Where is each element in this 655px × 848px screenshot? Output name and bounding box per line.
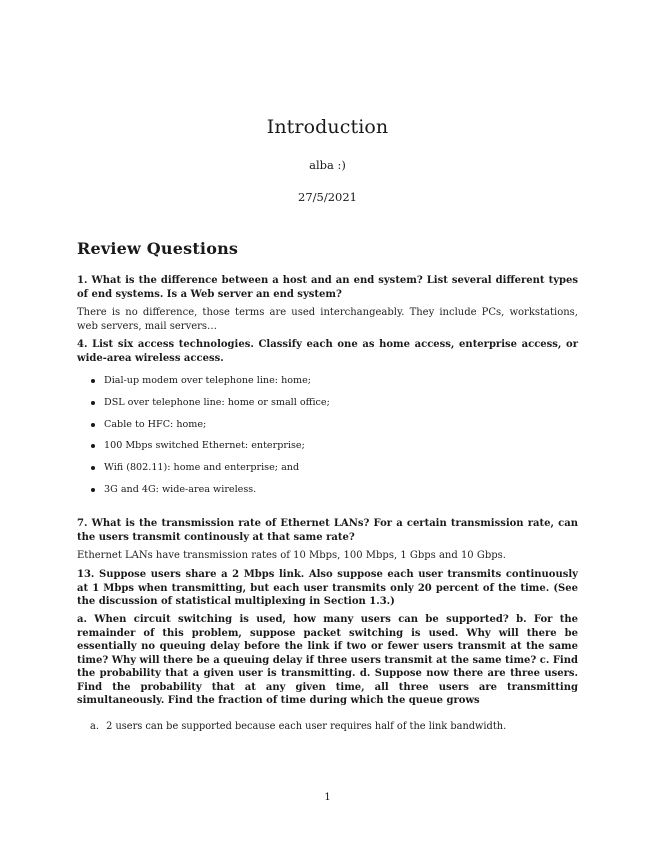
bullet-icon (91, 466, 95, 470)
list-item: DSL over telephone line: home or small office; (77, 396, 578, 418)
page-number: 1 (324, 792, 331, 803)
question-1: 1. What is the difference between a host and an end system? List several different types of end systems. Is a Web server an end system? (77, 275, 578, 300)
list-item: 100 Mbps switched Ethernet: enterprise; (77, 439, 578, 461)
question-7: 7. What is the transmission rate of Ethernet LANs? For a certain transmission rate, can the users transmit continously at that same rate? (77, 518, 578, 543)
document-author: alba :) (309, 158, 346, 172)
section-heading: Review Questions (77, 239, 239, 258)
answer-7: Ethernet LANs have transmission rates of 10 Mbps, 100 Mbps, 1 Gbps and 10 Gbps. (77, 550, 506, 561)
bullet-icon (91, 488, 95, 492)
question-13-parts: a. When circuit switching is used, how many users can be supported? b. For the remainder of this problem, suppose packet switching is used. Why will there be essentially no queuing delay before the link if two or fewer users transmit at the same time? Why will there be a queuing delay if three users transmit at the same time? c. Find the probability that a given user is transmitting. d. Suppose now there are three users. Find the probability that at any given time, all three users are transmitting simultaneously. Find the fraction of time during which the queue grows (77, 614, 578, 706)
bullet-icon (91, 423, 95, 427)
access-technologies-list (77, 374, 578, 505)
list-item: Wifi (802.11): home and enterprise; and (77, 461, 578, 483)
answer-13a (90, 720, 570, 734)
bullet-icon (91, 379, 95, 383)
answer-text: 2 users can be supported because each user requires half of the link bandwidth. (106, 721, 507, 732)
answer-label: a. (90, 721, 99, 732)
bullet-icon (91, 444, 95, 448)
document-date: 27/5/2021 (298, 190, 357, 204)
question-4: 4. List six access technologies. Classify each one as home access, enterprise access, or wide-area wireless access. (77, 339, 578, 364)
list-item: Cable to HFC: home; (77, 418, 578, 440)
bullet-icon (91, 401, 95, 405)
document-title: Introduction (266, 116, 389, 138)
list-item: 3G and 4G: wide-area wireless. (77, 483, 578, 505)
list-item: Dial-up modem over telephone line: home; (77, 374, 578, 396)
answer-1: There is no difference, those terms are used interchangeably. They include PCs, workstations, web servers, mail servers… (77, 307, 578, 332)
question-13: 13. Suppose users share a 2 Mbps link. Also suppose each user transmits continuously at 1 Mbps when transmitting, but each user transmits only 20 percent of the time. (See the discussion of statistical multiplexing in Section 1.3.) (77, 569, 578, 607)
